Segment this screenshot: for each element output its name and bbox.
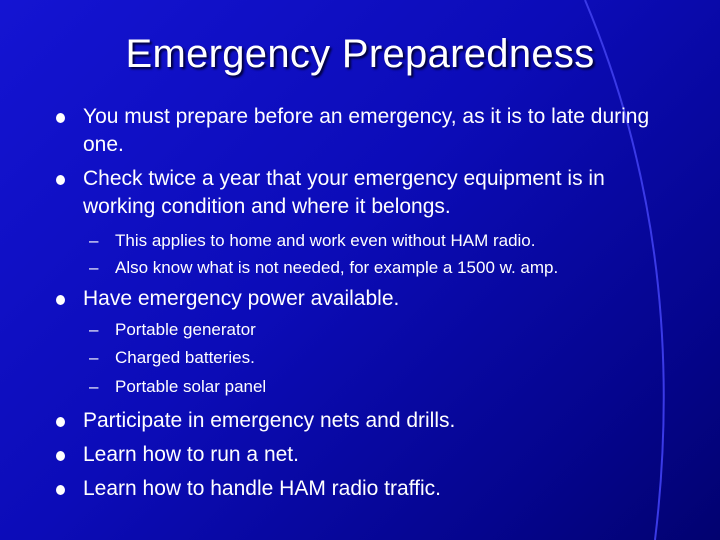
bullet-text: Learn how to run a net.: [83, 443, 299, 466]
bullet-dot-icon: [56, 295, 65, 305]
sub-bullet-item: [89, 375, 267, 398]
bullet-text: Participate in emergency nets and drills.: [83, 409, 456, 432]
sub-bullet-text: This applies to home and work even without HAM radio.: [115, 231, 536, 250]
sub-bullet-item: [89, 346, 255, 369]
bullet-dot-icon: [56, 451, 65, 461]
bullet-item: [83, 475, 441, 503]
dash-icon: –: [89, 231, 99, 250]
sub-bullet-item: [89, 256, 559, 279]
dash-icon: –: [89, 348, 99, 367]
dash-icon: –: [89, 258, 99, 277]
bullet-item: [83, 285, 399, 313]
bullet-text: You must prepare before an emergency, as it is to late during one.: [83, 105, 650, 156]
bullet-item: [83, 407, 455, 435]
bullet-item: [83, 165, 673, 221]
bullet-dot-icon: [56, 485, 65, 495]
bullet-dot-icon: [56, 417, 65, 427]
sub-bullet-text: Also know what is not needed, for example a 1500 w. amp.: [115, 258, 559, 277]
sub-bullet-text: Portable generator: [115, 320, 256, 339]
sub-bullet-item: [89, 229, 536, 252]
bullet-item: [83, 103, 673, 159]
slide-title: Emergency Preparedness: [125, 32, 595, 76]
bullet-item: [83, 441, 299, 469]
sub-bullet-text: Portable solar panel: [115, 377, 267, 396]
bullet-dot-icon: [56, 113, 65, 123]
bullet-dot-icon: [56, 175, 65, 185]
bullet-text: Have emergency power available.: [83, 287, 400, 310]
sub-bullet-item: [89, 318, 256, 341]
dash-icon: –: [89, 320, 99, 339]
dash-icon: –: [89, 377, 99, 396]
bullet-text: Learn how to handle HAM radio traffic.: [83, 477, 441, 500]
bullet-text: Check twice a year that your emergency equipment is in working condition and where it belongs.: [83, 167, 605, 218]
sub-bullet-text: Charged batteries.: [115, 348, 255, 367]
